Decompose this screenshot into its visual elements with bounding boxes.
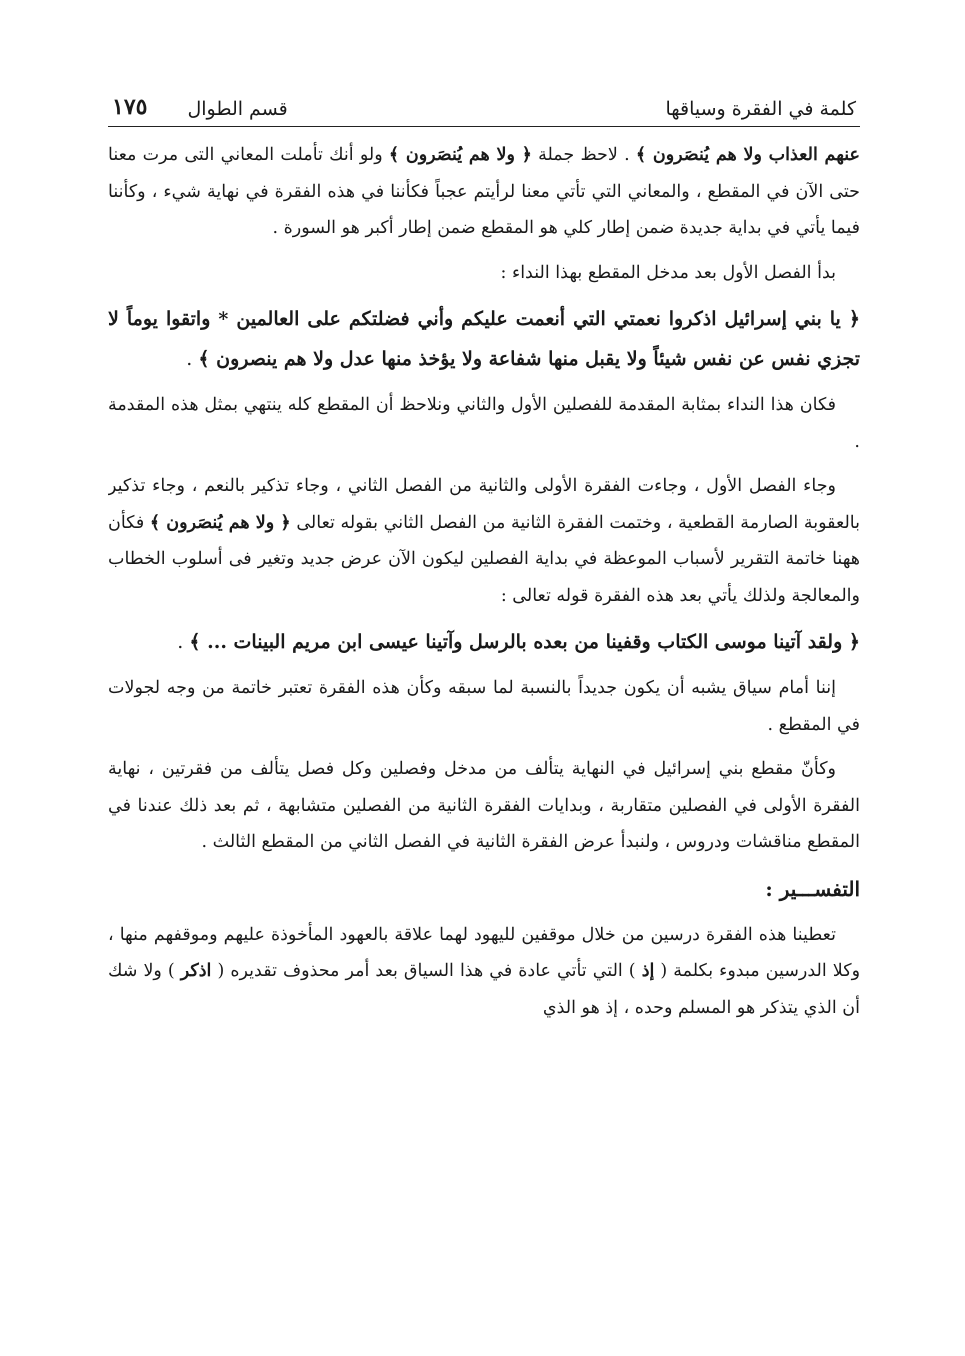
verse-text: ﴿ يا بني إسرائيل اذكروا نعمتي التي أنعمت عليكم وأني فضلتكم على العالمين * واتقوا يوماً لا تجزي نفس عن نفس شيئاً ولا يقبل منها شفاعة ولا يؤخذ منها عدل ولا هم ينصرون ﴾ xyxy=(108,308,860,370)
page-number: ١٧٥ xyxy=(112,94,148,120)
paragraph-text: فكأن ههنا خاتمة التقرير لأسباب الموعظة في بداية الفصلين ليكون الآن عرض جديد وتغير فى أسلوب الخطاب والمعالجة ولذلك يأتي بعد هذه الفقرة قوله تعالى : xyxy=(108,512,860,606)
header-rule xyxy=(108,126,860,127)
chapter-title: كلمة في الفقرة وسياقها xyxy=(665,98,856,120)
verse-end: . xyxy=(177,631,190,653)
paragraph-text: ) التي تأتي عادة في هذا السياق بعد أمر محذوف تقديره ( xyxy=(211,961,642,981)
book-page xyxy=(108,80,860,1330)
paragraph-7 xyxy=(108,917,860,1027)
verse-end: . xyxy=(186,348,199,370)
paragraph-4 xyxy=(108,468,860,614)
quran-verse-2 xyxy=(108,622,860,662)
paragraph-text: . لاحظ جملة xyxy=(531,145,636,165)
paragraph-text: تعطينا هذه الفقرة درسين من خلال موقفين لليهود لهما علاقة بالعهود المأخوذة عليهم وموقفهم منها ، وكلا الدرسين مبدوء بكلمة ( xyxy=(108,924,860,981)
header-left-group xyxy=(112,94,288,120)
paragraph-6: وكأنّ مقطع بني إسرائيل في النهاية يتألف من مدخل وفصلين وكل فصل يتألف من فقرتين ، نهاية الفقرة الأولى في الفصلين متقاربة ، وبدايات الفقرة الثانية من الفصلين متشابهة ، ثم بعد ذلك عندنا في المقطع مناقشات ودروس ، ولنبدأ عرض الفقرة الثانية في الفصل الثاني من المقطع الثالث . xyxy=(108,759,860,852)
paragraph-3: فكان هذا النداء بمثابة المقدمة للفصلين الأول والثاني ونلاحظ أن المقطع كله ينتهي بمثل هذه المقدمة . xyxy=(108,395,860,452)
section-name: قسم الطوال xyxy=(187,98,288,120)
quran-verse-1 xyxy=(108,299,860,379)
paragraph-text: وجاء الفصل الأول ، وجاءت الفقرة الأولى والثانية من الفصل الثاني ، وجاء تذكير بالنعم ، وجاء تذكير بالعقوبة الصارمة القطعية ، وختمت الفقرة الثانية من الفصل الثاني بقوله تعالى xyxy=(108,476,860,533)
paragraph-text: ولو أنك تأملت المعاني التى مرت معنا حتى الآن في المقطع ، والمعاني التي تأتي معنا لرأيتم عجباً فكأننا في هذه الفقرة في نهاية شيء ، وكأننا فيما يأتي في بداية جديدة ضمن إطار كلي هو المقطع ضمن إطار أكبر هو السورة . xyxy=(108,145,860,238)
keyword-idh: إذ xyxy=(641,961,655,981)
section-heading-tafsir: التفســـير : xyxy=(765,876,860,901)
running-header xyxy=(108,80,860,120)
paragraph-2: بدأ الفصل الأول بعد مدخل المقطع بهذا النداء : xyxy=(500,262,836,283)
verse-text: ﴿ ولقد آتينا موسى الكتاب وقفينا من بعده بالرسل وآتينا عيسى ابن مريم البينات ... ﴾ xyxy=(189,631,860,653)
paragraph-1 xyxy=(108,137,860,247)
quran-phrase: عنهم العذاب ولا هم يُنصَرون ﴾ xyxy=(635,145,860,165)
quran-phrase: ﴿ ولا هم يُنصَرون ﴾ xyxy=(388,145,532,165)
paragraph-text: ) ولا شك أن الذي يتذكر هو المسلم وحده ، إذ هو الذي xyxy=(108,961,860,1018)
quran-phrase: ﴿ ولا هم يُنصَرون ﴾ xyxy=(149,512,291,533)
keyword-udhkur: اذكر xyxy=(180,961,212,981)
paragraph-5: إننا أمام سياق يشبه أن يكون جديداً بالنسبة لما سبقه وكأن هذه الفقرة تعتبر خاتمة من وجه لجولات في المقطع . xyxy=(108,678,860,735)
